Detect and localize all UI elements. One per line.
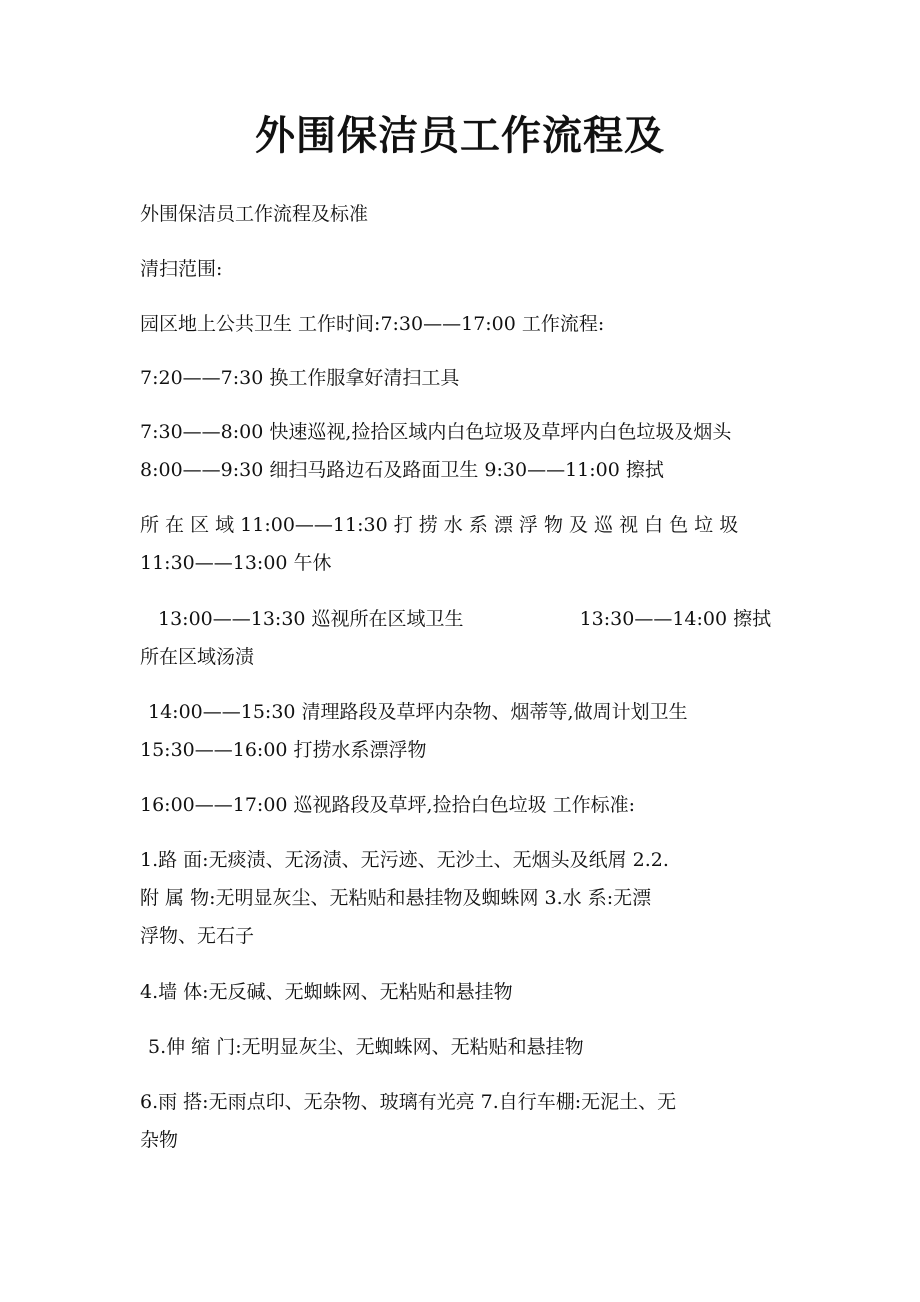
schedule-line-1530: 15:30——16:00 打捞水系漂浮物 xyxy=(140,739,427,761)
schedule-paragraph-1300 xyxy=(140,600,780,676)
schedule-line-1300 xyxy=(140,600,780,638)
schedule-line-1600: 16:00——17:00 巡视路段及草坪,捡拾白色垃圾 工作标准: xyxy=(140,794,636,816)
schedule-line-0730: 7:30——8:00 快速巡视,捡拾区域内白色垃圾及草坪内白色垃圾及烟头 xyxy=(140,421,732,443)
schedule-line-0800: 8:00——9:30 细扫马路边石及路面卫生 9:30——11:00 擦拭 xyxy=(140,459,664,481)
standard-water-cont: 浮物、无石子 xyxy=(140,925,255,947)
subtitle-line: 外围保洁员工作流程及标准 xyxy=(140,203,369,225)
standard-road: 1.路 面:无痰渍、无汤渍、无污迹、无沙土、无烟头及纸屑 2.2. xyxy=(140,849,669,871)
schedule-line-1130: 11:30——13:00 午休 xyxy=(140,552,332,574)
schedule-line-1400: 14:00——15:30 清理路段及草坪内杂物、烟蒂等,做周计划卫生 xyxy=(148,701,688,723)
standards-paragraph-1 xyxy=(140,841,780,955)
standard-gate: 5.伸 缩 门:无明显灰尘、无蜘蛛网、无粘贴和悬挂物 xyxy=(148,1036,584,1058)
schedule-line-1100: 所 在 区 域 11:00——11:30 打 捞 水 系 漂 浮 物 及 巡 视 白 色 垃 圾 xyxy=(140,514,739,536)
scope-label: 清扫范围: xyxy=(140,258,223,280)
document-title: 外围保洁员工作流程及 xyxy=(255,112,665,159)
schedule-line-soup-stains: 所在区域汤渍 xyxy=(140,646,255,668)
schedule-line-0720: 7:20——7:30 换工作服拿好清扫工具 xyxy=(140,367,460,389)
scope-and-hours: 园区地上公共卫生 工作时间:7:30——17:00 工作流程: xyxy=(140,313,605,335)
standards-paragraph-6 xyxy=(140,1083,780,1159)
standard-bike-shed-cont: 杂物 xyxy=(140,1129,179,1151)
schedule-1300-text: 13:00——13:30 巡视所在区域卫生 xyxy=(158,608,464,630)
schedule-paragraph-1400 xyxy=(140,693,780,769)
schedule-1330-text: 13:30——14:00 擦拭 xyxy=(579,608,772,630)
schedule-paragraph-area xyxy=(140,506,780,582)
standard-attachments: 附 属 物:无明显灰尘、无粘贴和悬挂物及蜘蛛网 3.水 系:无漂 xyxy=(140,887,652,909)
standard-wall: 4.墙 体:无反碱、无蜘蛛网、无粘贴和悬挂物 xyxy=(140,981,513,1003)
schedule-paragraph-0730 xyxy=(140,413,780,489)
standard-canopy: 6.雨 搭:无雨点印、无杂物、玻璃有光亮 7.自行车棚:无泥土、无 xyxy=(140,1091,677,1113)
